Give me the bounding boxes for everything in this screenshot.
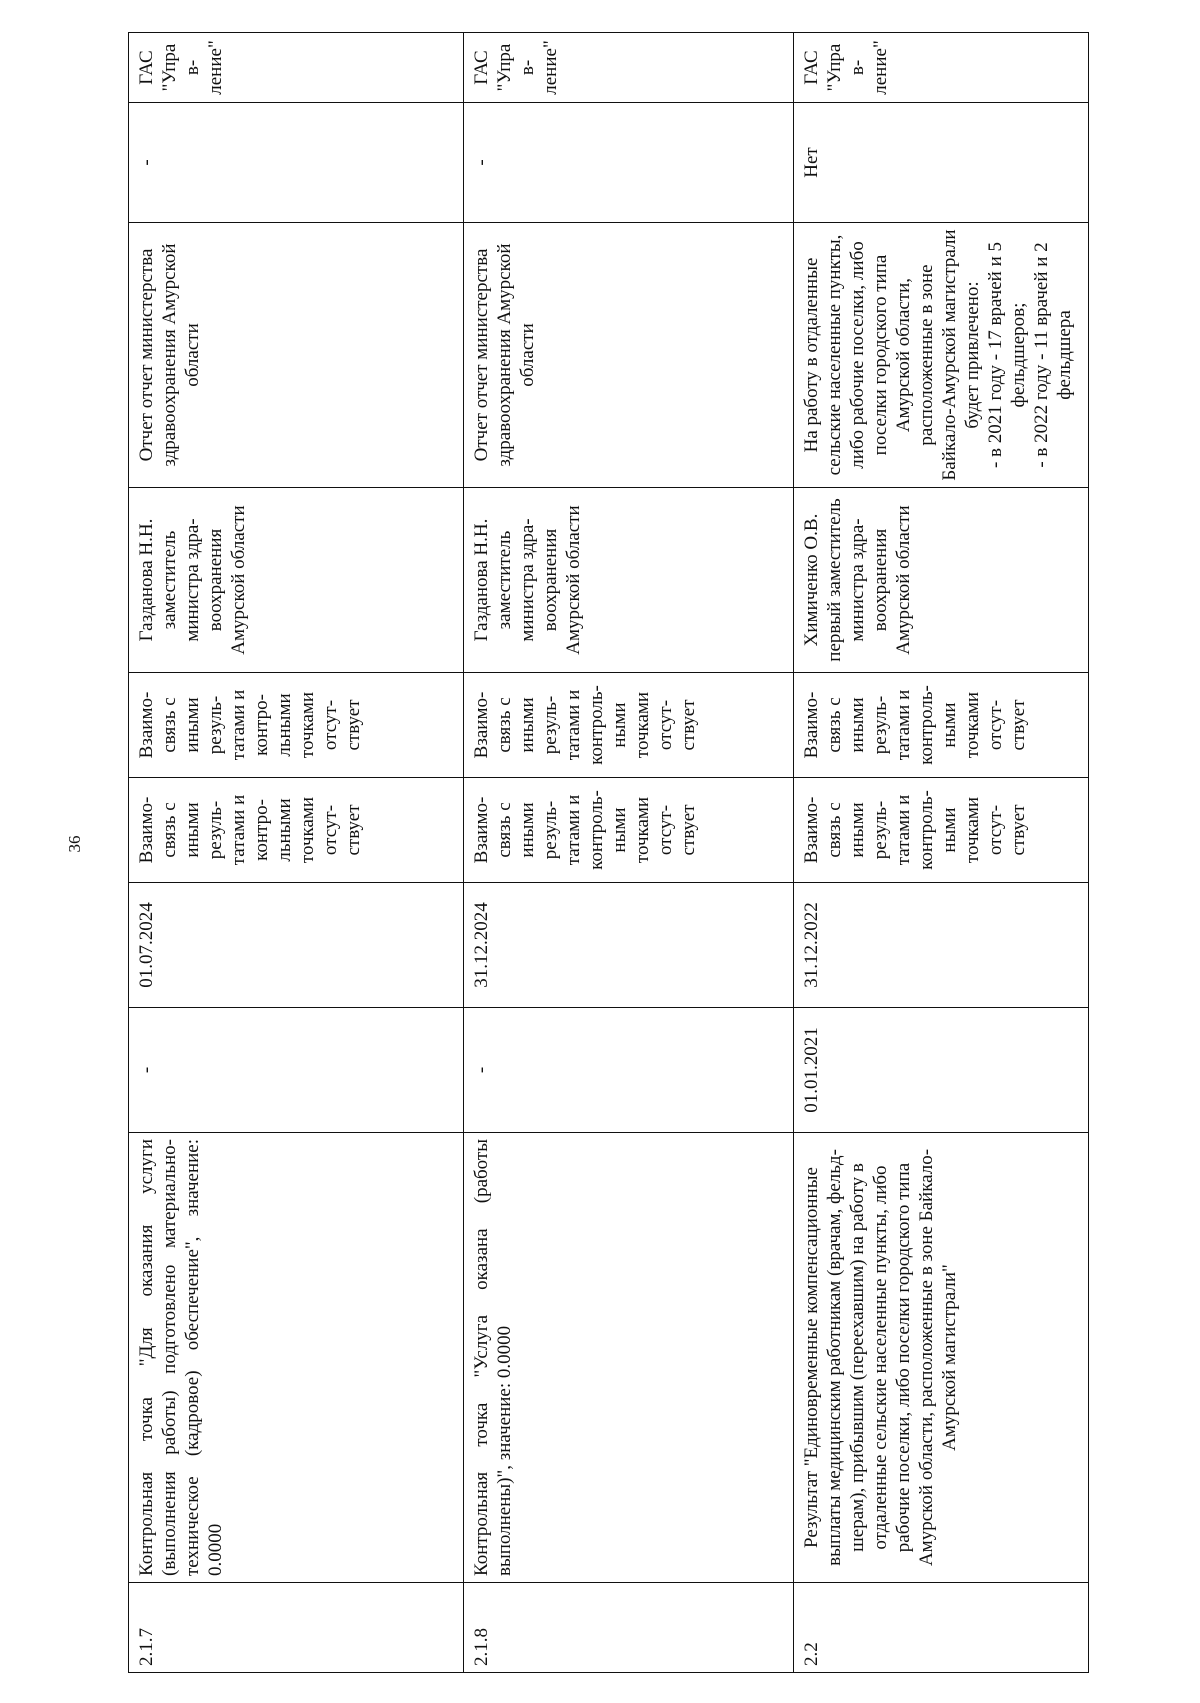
document-line: - в 2022 году - 11 врачей и 2 фельдшера xyxy=(1031,242,1075,468)
confirming-document xyxy=(794,223,1089,488)
table-row xyxy=(464,33,794,1673)
successor-link: Взаимосвязь с иными результатами и контрольными точками отсутствует xyxy=(464,673,794,778)
control-level: - xyxy=(129,103,464,223)
row-name: Результат "Единовременные компенсационные выплаты медицинским работникам (врачам, фельдшерам), прибывшим (переехавшим) на работу в отдаленные сельские населенные пункты, либо рабочие поселки, либо поселки городского типа Амурской области, расположенные в зоне Байкало-Амурской магистрали" xyxy=(794,1133,1089,1583)
row-number: 2.2 xyxy=(794,1583,1089,1673)
information-system: ГАС "Управление" xyxy=(794,33,1089,103)
row-name: Контрольная точка "Для оказания услуги (выполнения работы) подготовлено материально-техническое (кадровое) обеспечение", значение: 0.0000 xyxy=(129,1133,464,1583)
predecessor-link: Взаимосвязь с иными результатами и контрольными точками отсутствует xyxy=(129,778,464,883)
document-line: - в 2021 году - 17 врачей и 5 фельдшеров; xyxy=(985,241,1029,469)
responsible-person: Газданова Н.Н. заместитель министра здравоохранения Амурской области xyxy=(129,488,464,673)
responsible-person: Химиченко О.В. первый заместитель министра здравоохранения Амурской области xyxy=(794,488,1089,673)
row-number: 2.1.7 xyxy=(129,1583,464,1673)
page-number: 36 xyxy=(65,835,84,853)
table-row xyxy=(129,33,464,1673)
predecessor-link: Взаимосвязь с иными результатами и контрольными точками отсутствует xyxy=(794,778,1089,883)
row-number: 2.1.8 xyxy=(464,1583,794,1673)
control-level: Нет xyxy=(794,103,1089,223)
row-name: Контрольная точка "Услуга оказана (работы выполнены)", значение: 0.0000 xyxy=(464,1133,794,1583)
successor-link: Взаимосвязь с иными результатами и контрольными точками отсутствует xyxy=(129,673,464,778)
start-date: - xyxy=(464,1008,794,1133)
successor-link: Взаимосвязь с иными результатами и контрольными точками отсутствует xyxy=(794,673,1089,778)
start-date: - xyxy=(129,1008,464,1133)
table-row xyxy=(794,33,1089,1673)
confirming-document: Отчет отчет министерства здравоохранения Амурской области xyxy=(129,223,464,488)
start-date: 01.01.2021 xyxy=(794,1008,1089,1133)
end-date: 01.07.2024 xyxy=(129,883,464,1008)
confirming-document: Отчет отчет министерства здравоохранения Амурской области xyxy=(464,223,794,488)
end-date: 31.12.2024 xyxy=(464,883,794,1008)
end-date: 31.12.2022 xyxy=(794,883,1089,1008)
responsible-person: Газданова Н.Н. заместитель министра здравоохранения Амурской области xyxy=(464,488,794,673)
control-level: - xyxy=(464,103,794,223)
document-line: На работу в отдаленные сельские населенные пункты, либо рабочие поселки, либо поселки городского типа Амурской области, расположенные в зоне Байкало-Амурской магистрали будет привлечено: xyxy=(801,229,983,481)
information-system: ГАС "Управление" xyxy=(129,33,464,103)
predecessor-link: Взаимосвязь с иными результатами и контрольными точками отсутствует xyxy=(464,778,794,883)
information-system: ГАС "Управление" xyxy=(464,33,794,103)
results-table xyxy=(128,32,1089,1673)
rotated-table-wrapper xyxy=(128,33,1088,1673)
